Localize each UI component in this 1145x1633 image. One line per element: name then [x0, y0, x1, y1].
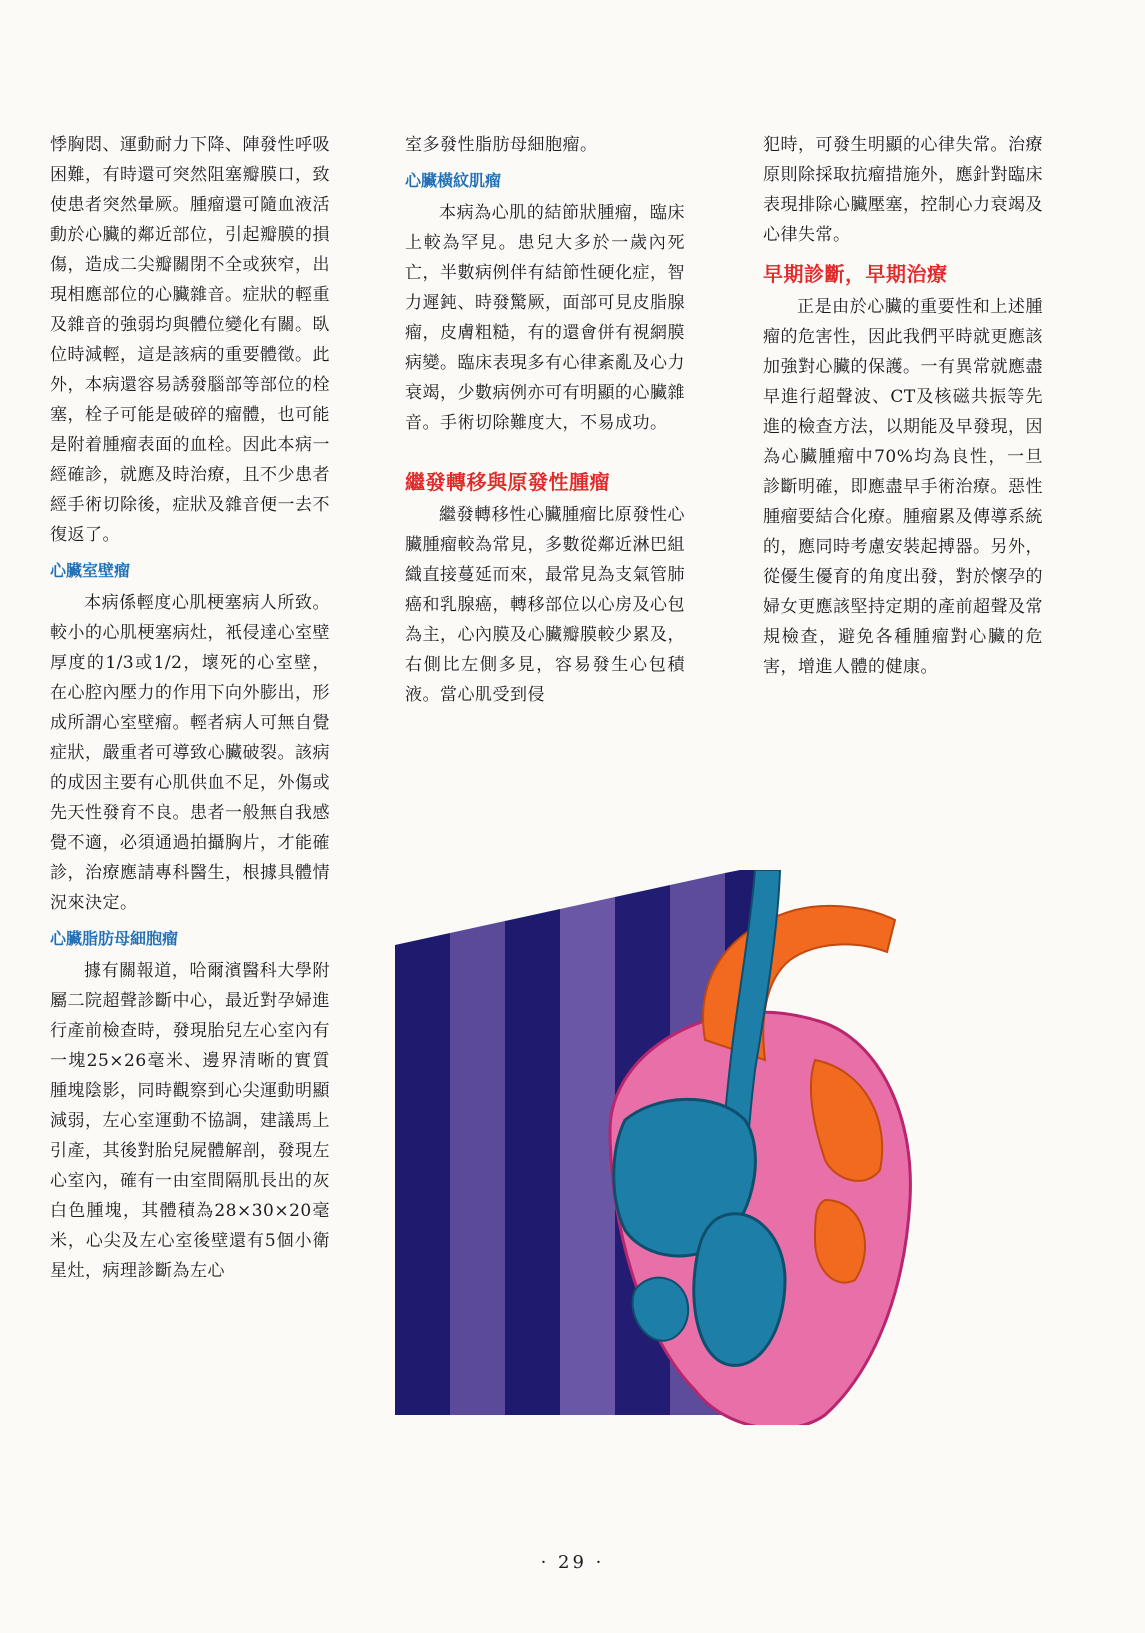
paragraph: 本病係輕度心肌梗塞病人所致。較小的心肌梗塞病灶，衹侵達心室壁厚度的1/3或1/2，壞死的心室壁，在心腔內壓力的作用下向外膨出，形成所謂心室壁瘤。輕者病人可無自覺症狀，嚴重者可導致心臟破裂。該病的成因主要有心肌供血不足，外傷或先天性發育不良。患者一般無自我感覺不適，必須通過拍攝胸片，才能確診，治療應請專科醫生，根據具體情況來決定。: [50, 593, 330, 913]
text-column-1: [50, 130, 330, 1286]
paragraph: 犯時，可發生明顯的心律失常。治療原則除採取抗瘤措施外，應針對臨床表現排除心臟壓塞，控制心力衰竭及心律失常。: [763, 135, 1043, 245]
paragraph: 繼發轉移性心臟腫瘤比原發性心臟腫瘤較為常見，多數從鄰近淋巴組織直接蔓延而來，最常見為支氣管肺癌和乳腺癌，轉移部位以心房及心包為主，心內膜及心臟瓣膜較少累及，右側比左側多見，容易發生心包積液。當心肌受到侵: [405, 505, 685, 705]
paragraph: 據有關報道，哈爾濱醫科大學附屬二院超聲診斷中心，最近對孕婦進行產前檢查時，發現胎兒左心室內有一塊25×26毫米、邊界清晰的實質腫塊陰影，同時觀察到心尖運動明顯減弱，左心室運動不協調，建議馬上引產，其後對胎兒屍體解剖，發現左心室內，確有一由室間隔肌長出的灰白色腫塊，其體積為28×30×20毫米，心尖及左心室後壁還有5個小衛星灶，病理診斷為左心: [50, 961, 330, 1281]
paragraph: 悸胸悶、運動耐力下降、陣發性呼吸困難，有時還可突然阻塞瓣膜口，致使患者突然暈厥。腫瘤還可隨血液活動於心臟的鄰近部位，引起瓣膜的損傷，造成二尖瓣關閉不全或狹窄，出現相應部位的心臟雜音。症狀的輕重及雜音的強弱均與體位變化有關。臥位時減輕，這是該病的重要體徵。此外，本病還容易誘發腦部等部位的栓塞，栓子可能是破碎的瘤體，也可能是附着腫瘤表面的血栓。因此本病一經確診，就應及時治療，且不少患者經手術切除後，症狀及雜音便一去不復返了。: [50, 135, 330, 545]
text-column-2: [405, 130, 685, 710]
subheading-rhabdomyoma: 心臟橫紋肌瘤: [405, 171, 502, 190]
subheading-ventricular-aneurysm: 心臟室壁瘤: [50, 561, 131, 580]
section-heading-metastatic-tumors: 繼發轉移與原發性腫瘤: [405, 470, 610, 494]
subheading-lipoblastoma: 心臟脂肪母細胞瘤: [50, 929, 179, 948]
page-number: · 29 ·: [540, 1552, 605, 1573]
paragraph: 本病為心肌的結節狀腫瘤，臨床上較為罕見。患兒大多於一歲內死亡，半數病例伴有結節性硬化症，智力遲鈍、時發驚厥，面部可見皮脂腺瘤，皮膚粗糙，有的還會併有視網膜病變。臨床表現多有心律紊亂及心力衰竭，少數病例亦可有明顯的心臟雜音。手術切除難度大，不易成功。: [405, 203, 685, 433]
section-heading-early-diagnosis: 早期診斷，早期治療: [763, 262, 948, 286]
paragraph: 正是由於心臟的重要性和上述腫瘤的危害性，因此我們平時就更應該加強對心臟的保護。一有異常就應盡早進行超聲波、CT及核磁共振等先進的檢查方法，以期能及早發現，因為心臟腫瘤中70%均為良性，一旦診斷明確，即應盡早手術治療。惡性腫瘤要結合化療。腫瘤累及傳導系統的，應同時考慮安裝起搏器。另外，從優生優育的角度出發，對於懷孕的婦女更應該堅持定期的產前超聲及常規檢查，避免各種腫瘤對心臟的危害，增進人體的健康。: [763, 297, 1043, 677]
paragraph: 室多發性脂肪母細胞瘤。: [405, 135, 598, 155]
text-column-3: [763, 130, 1043, 682]
heart-illustration-icon: [395, 870, 940, 1425]
